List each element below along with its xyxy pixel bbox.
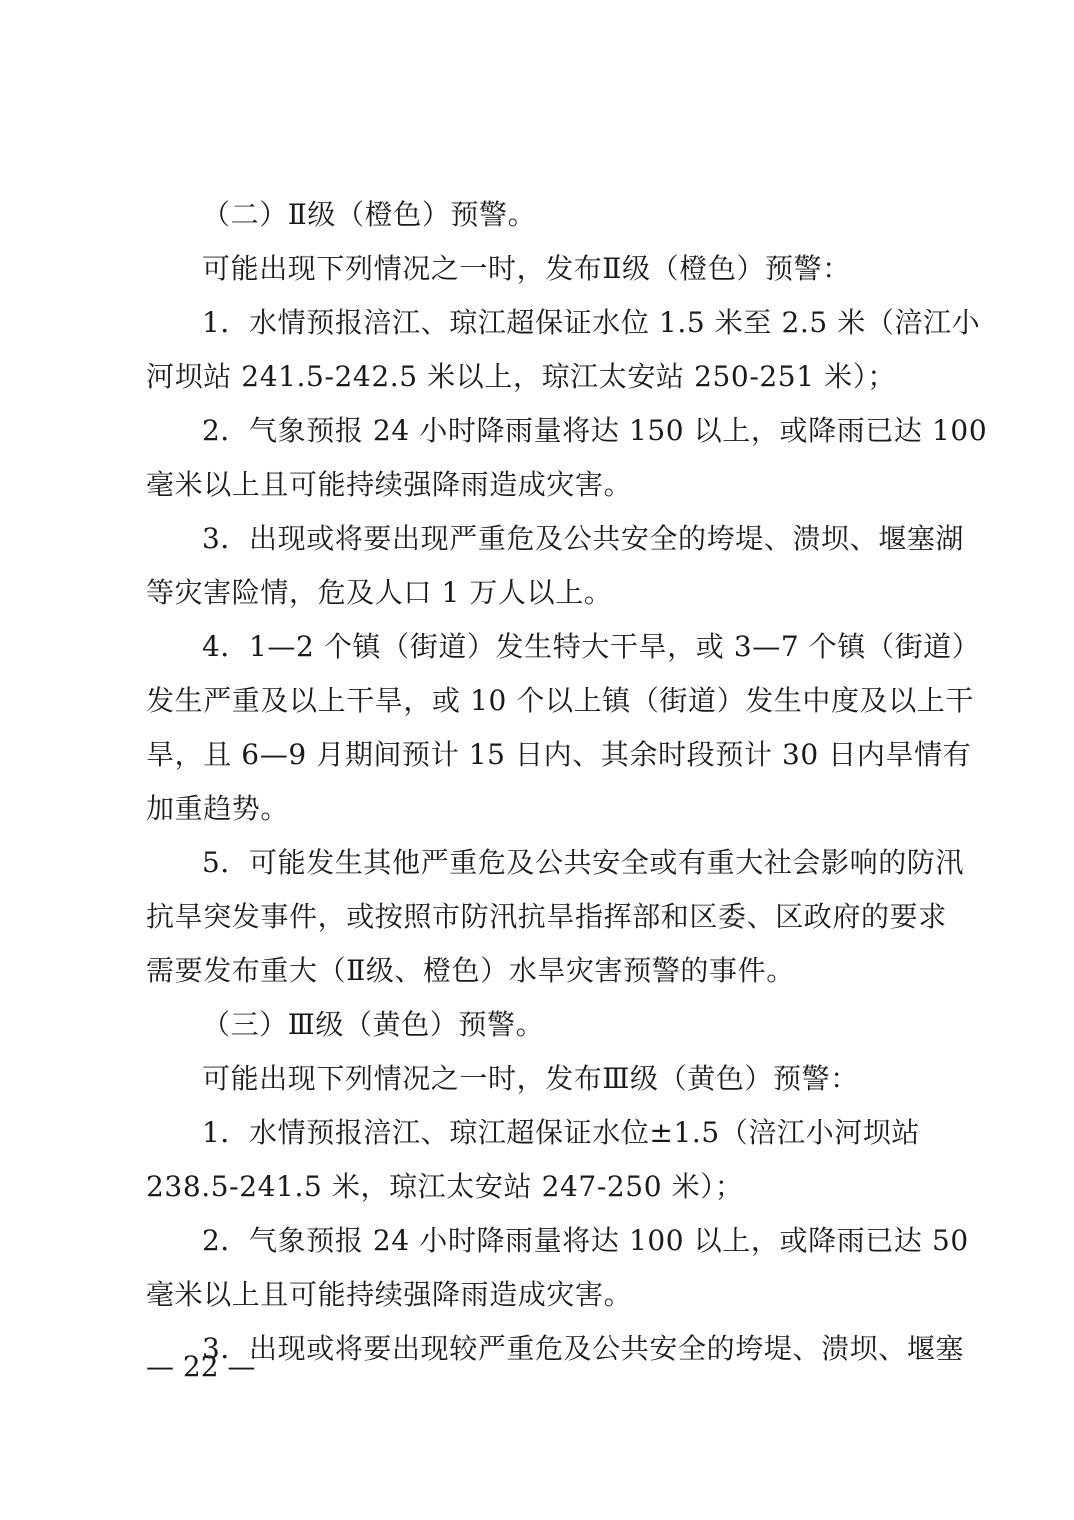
paragraph-line: 5．可能发生其他严重危及公共安全或有重大社会影响的防汛: [202, 846, 965, 879]
paragraph-line: 2．气象预报 24 小时降雨量将达 150 以上，或降雨已达 100: [202, 414, 988, 447]
paragraph-line: 1．水情预报涪江、琼江超保证水位 1.5 米至 2.5 米（涪江小: [202, 306, 981, 339]
paragraph-line: 需要发布重大（Ⅱ级、橙色）水旱灾害预警的事件。: [146, 954, 795, 987]
paragraph-line: 238.5-241.5 米，琼江太安站 247-250 米）；: [146, 1170, 744, 1203]
paragraph-line: 加重趋势。: [146, 792, 290, 825]
paragraph-line: 4．1—2 个镇（街道）发生特大干旱，或 3—7 个镇（街道）: [202, 630, 981, 663]
paragraph-line: 可能出现下列情况之一时，发布Ⅱ级（橙色）预警：: [202, 252, 851, 285]
page-number: — 22 —: [146, 1350, 256, 1383]
document-body: [146, 188, 988, 1376]
paragraph-line: 等灾害险情，危及人口 1 万人以上。: [146, 576, 613, 609]
paragraph-line: 1．水情预报涪江、琼江超保证水位±1.5（涪江小河坝站: [202, 1116, 921, 1149]
paragraph-line: 3．出现或将要出现严重危及公共安全的垮堤、溃坝、堰塞湖: [202, 522, 965, 555]
section-heading-level-3: （三）Ⅲ级（黄色）预警。: [202, 1008, 545, 1041]
paragraph-line: 发生严重及以上干旱，或 10 个以上镇（街道）发生中度及以上干: [146, 684, 975, 717]
paragraph-line: 旱，且 6—9 月期间预计 15 日内、其余时段预计 30 日内旱情有: [146, 738, 972, 771]
paragraph-line: 毫米以上且可能持续强降雨造成灾害。: [146, 1278, 633, 1311]
paragraph-line: 河坝站 241.5-242.5 米以上，琼江太安站 250-251 米）；: [146, 360, 896, 393]
paragraph-line: 2．气象预报 24 小时降雨量将达 100 以上，或降雨已达 50: [202, 1224, 969, 1257]
section-heading-level-2: （二）Ⅱ级（橙色）预警。: [202, 198, 537, 231]
paragraph-line: 抗旱突发事件，或按照市防汛抗旱指挥部和区委、区政府的要求: [146, 900, 947, 933]
paragraph-line: 毫米以上且可能持续强降雨造成灾害。: [146, 468, 633, 501]
paragraph-line: 可能出现下列情况之一时，发布Ⅲ级（黄色）预警：: [202, 1062, 859, 1095]
paragraph-line: 3．出现或将要出现较严重危及公共安全的垮堤、溃坝、堰塞: [202, 1332, 965, 1365]
